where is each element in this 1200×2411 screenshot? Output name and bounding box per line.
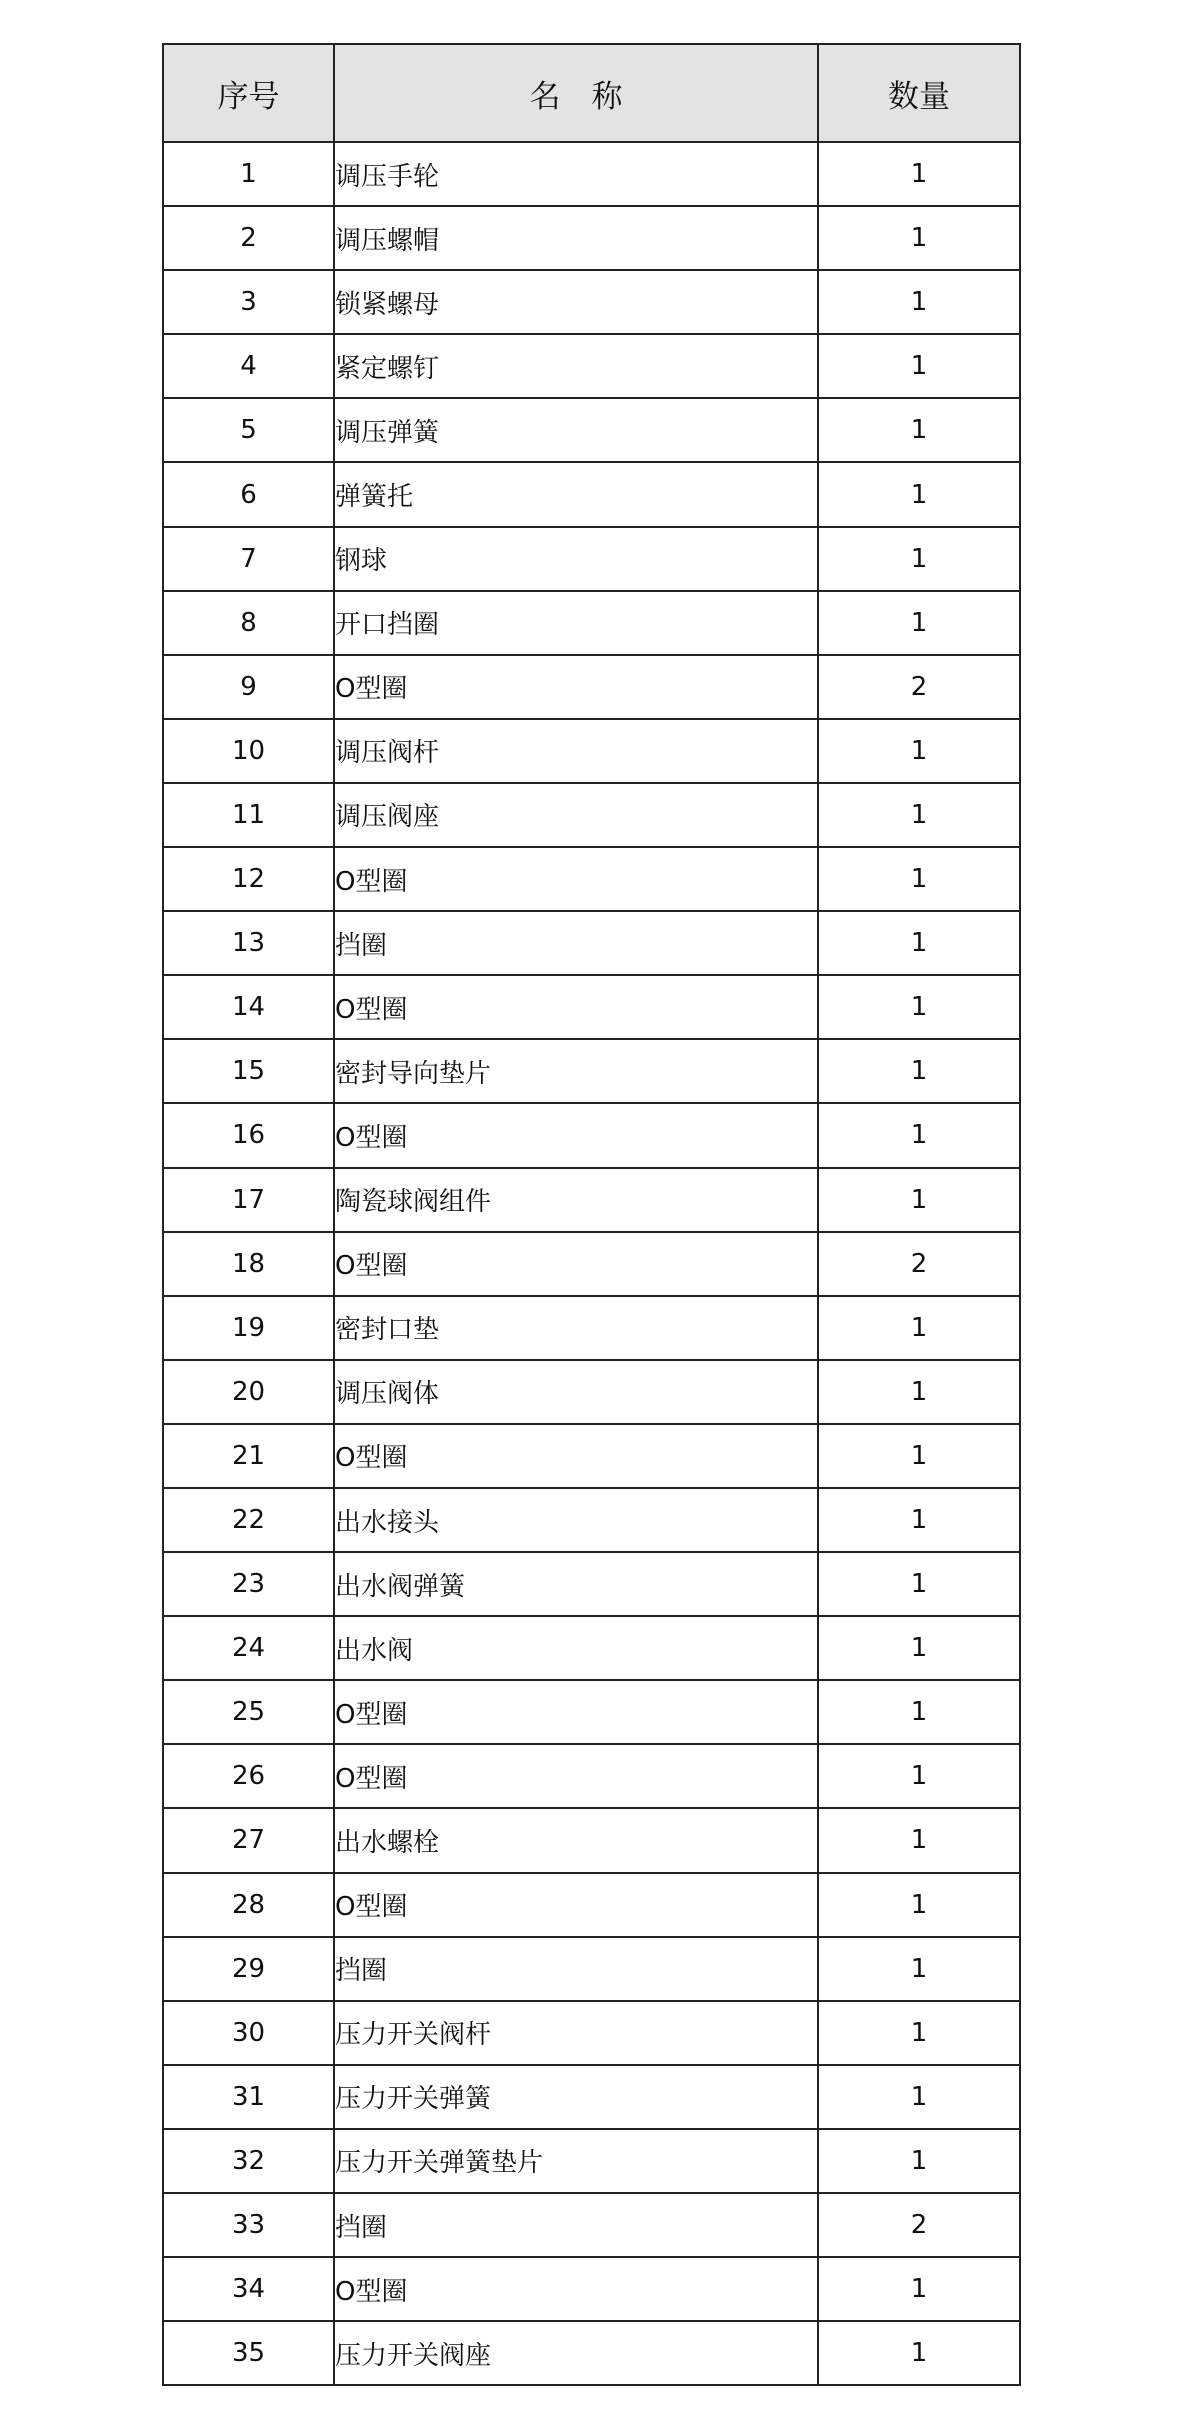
table-row [163, 1424, 1020, 1488]
row-quantity: 1 [818, 1616, 1020, 1680]
header-number: 序号 [163, 44, 334, 142]
table-row [163, 398, 1020, 462]
table-row [163, 1232, 1020, 1296]
row-part-name: O型圈 [334, 2257, 818, 2321]
row-quantity: 1 [818, 2001, 1020, 2065]
row-part-name: 挡圈 [334, 1937, 818, 2001]
table-row [163, 1488, 1020, 1552]
row-quantity: 1 [818, 1296, 1020, 1360]
table-row [163, 462, 1020, 526]
row-number: 25 [163, 1680, 334, 1744]
row-part-name: 出水螺栓 [334, 1808, 818, 1872]
row-number: 5 [163, 398, 334, 462]
table-row [163, 206, 1020, 270]
table-row [163, 2257, 1020, 2321]
header-quantity: 数量 [818, 44, 1020, 142]
row-number: 17 [163, 1168, 334, 1232]
table-row [163, 1873, 1020, 1937]
table-header [163, 44, 1020, 142]
row-quantity: 1 [818, 334, 1020, 398]
row-quantity: 2 [818, 655, 1020, 719]
row-quantity: 1 [818, 527, 1020, 591]
row-quantity: 1 [818, 783, 1020, 847]
table-body [163, 142, 1020, 2385]
row-part-name: 开口挡圈 [334, 591, 818, 655]
row-quantity: 1 [818, 719, 1020, 783]
row-number: 3 [163, 270, 334, 334]
row-quantity: 1 [818, 206, 1020, 270]
row-number: 19 [163, 1296, 334, 1360]
table-row [163, 847, 1020, 911]
row-number: 1 [163, 142, 334, 206]
row-part-name: 陶瓷球阀组件 [334, 1168, 818, 1232]
row-part-name: 钢球 [334, 527, 818, 591]
row-part-name: O型圈 [334, 1744, 818, 1808]
row-number: 4 [163, 334, 334, 398]
row-number: 6 [163, 462, 334, 526]
row-number: 16 [163, 1103, 334, 1167]
row-part-name: O型圈 [334, 975, 818, 1039]
row-quantity: 2 [818, 2193, 1020, 2257]
row-quantity: 1 [818, 1552, 1020, 1616]
row-part-name: O型圈 [334, 847, 818, 911]
row-number: 30 [163, 2001, 334, 2065]
row-part-name: 出水阀 [334, 1616, 818, 1680]
row-quantity: 1 [818, 1424, 1020, 1488]
table-row [163, 1103, 1020, 1167]
table-row [163, 1680, 1020, 1744]
row-number: 8 [163, 591, 334, 655]
row-number: 21 [163, 1424, 334, 1488]
table-row [163, 2065, 1020, 2129]
table-row [163, 334, 1020, 398]
row-quantity: 1 [818, 847, 1020, 911]
row-quantity: 1 [818, 1744, 1020, 1808]
table-row [163, 527, 1020, 591]
row-number: 32 [163, 2129, 334, 2193]
table-row [163, 1296, 1020, 1360]
row-number: 22 [163, 1488, 334, 1552]
row-part-name: 压力开关弹簧垫片 [334, 2129, 818, 2193]
row-quantity: 1 [818, 398, 1020, 462]
row-number: 9 [163, 655, 334, 719]
row-quantity: 1 [818, 1488, 1020, 1552]
table-row [163, 1744, 1020, 1808]
row-part-name: O型圈 [334, 655, 818, 719]
row-number: 15 [163, 1039, 334, 1103]
row-number: 20 [163, 1360, 334, 1424]
row-number: 34 [163, 2257, 334, 2321]
row-quantity: 1 [818, 2129, 1020, 2193]
row-quantity: 1 [818, 2065, 1020, 2129]
row-quantity: 1 [818, 1103, 1020, 1167]
row-part-name: O型圈 [334, 1873, 818, 1937]
row-part-name: O型圈 [334, 1103, 818, 1167]
row-number: 12 [163, 847, 334, 911]
table-row [163, 1360, 1020, 1424]
row-part-name: O型圈 [334, 1680, 818, 1744]
table-row [163, 2193, 1020, 2257]
table-row [163, 1168, 1020, 1232]
table-row [163, 655, 1020, 719]
row-number: 24 [163, 1616, 334, 1680]
row-quantity: 1 [818, 591, 1020, 655]
row-part-name: 挡圈 [334, 911, 818, 975]
row-number: 14 [163, 975, 334, 1039]
row-part-name: 调压弹簧 [334, 398, 818, 462]
table-row [163, 1808, 1020, 1872]
row-part-name: 压力开关弹簧 [334, 2065, 818, 2129]
row-part-name: O型圈 [334, 1232, 818, 1296]
table-row [163, 975, 1020, 1039]
row-quantity: 1 [818, 2257, 1020, 2321]
row-part-name: 调压螺帽 [334, 206, 818, 270]
row-part-name: 锁紧螺母 [334, 270, 818, 334]
row-part-name: 调压手轮 [334, 142, 818, 206]
row-quantity: 1 [818, 1873, 1020, 1937]
table-row [163, 1937, 1020, 2001]
row-part-name: 弹簧托 [334, 462, 818, 526]
row-quantity: 1 [818, 1808, 1020, 1872]
row-quantity: 1 [818, 1937, 1020, 2001]
row-number: 23 [163, 1552, 334, 1616]
row-number: 27 [163, 1808, 334, 1872]
row-quantity: 1 [818, 2321, 1020, 2385]
row-quantity: 1 [818, 270, 1020, 334]
table-row [163, 142, 1020, 206]
row-part-name: 出水接头 [334, 1488, 818, 1552]
table-row [163, 1552, 1020, 1616]
table-row [163, 591, 1020, 655]
row-quantity: 1 [818, 142, 1020, 206]
row-part-name: 密封口垫 [334, 1296, 818, 1360]
table-row [163, 2129, 1020, 2193]
header-name: 名 称 [334, 44, 818, 142]
row-part-name: 出水阀弹簧 [334, 1552, 818, 1616]
row-quantity: 1 [818, 462, 1020, 526]
row-part-name: 密封导向垫片 [334, 1039, 818, 1103]
row-part-name: 调压阀杆 [334, 719, 818, 783]
row-part-name: 挡圈 [334, 2193, 818, 2257]
row-part-name: O型圈 [334, 1424, 818, 1488]
row-number: 13 [163, 911, 334, 975]
row-part-name: 压力开关阀杆 [334, 2001, 818, 2065]
row-number: 28 [163, 1873, 334, 1937]
row-quantity: 2 [818, 1232, 1020, 1296]
table-row [163, 719, 1020, 783]
row-part-name: 调压阀座 [334, 783, 818, 847]
table-row [163, 1616, 1020, 1680]
row-number: 18 [163, 1232, 334, 1296]
table-row [163, 911, 1020, 975]
row-part-name: 调压阀体 [334, 1360, 818, 1424]
table-row [163, 783, 1020, 847]
row-number: 33 [163, 2193, 334, 2257]
row-quantity: 1 [818, 1360, 1020, 1424]
row-quantity: 1 [818, 1039, 1020, 1103]
row-quantity: 1 [818, 1680, 1020, 1744]
row-number: 11 [163, 783, 334, 847]
parts-list-table [162, 43, 1021, 2386]
row-number: 35 [163, 2321, 334, 2385]
row-number: 2 [163, 206, 334, 270]
table-row [163, 2001, 1020, 2065]
header-row [163, 44, 1020, 142]
row-number: 31 [163, 2065, 334, 2129]
table-row [163, 2321, 1020, 2385]
row-number: 26 [163, 1744, 334, 1808]
row-quantity: 1 [818, 975, 1020, 1039]
row-number: 7 [163, 527, 334, 591]
row-quantity: 1 [818, 911, 1020, 975]
row-part-name: 紧定螺钉 [334, 334, 818, 398]
table-row [163, 270, 1020, 334]
row-part-name: 压力开关阀座 [334, 2321, 818, 2385]
table-row [163, 1039, 1020, 1103]
row-number: 10 [163, 719, 334, 783]
row-quantity: 1 [818, 1168, 1020, 1232]
row-number: 29 [163, 1937, 334, 2001]
